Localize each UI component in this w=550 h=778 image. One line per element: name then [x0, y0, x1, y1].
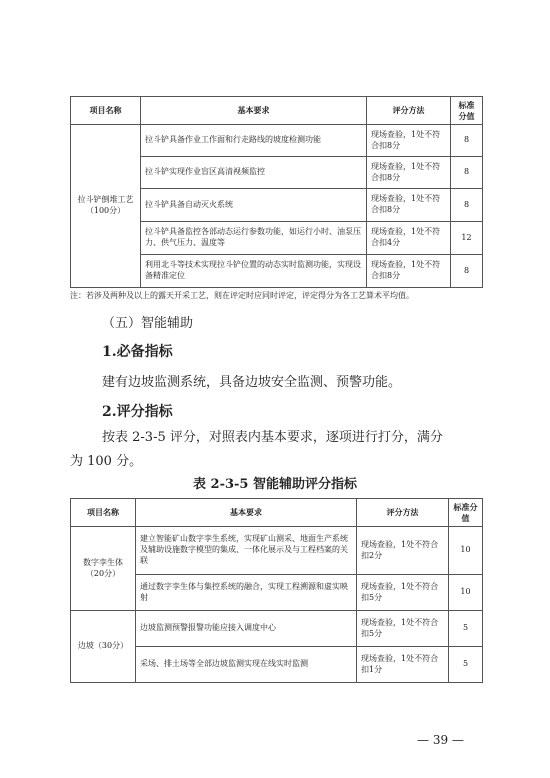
- method-cell: 现场查验，1处不符合扣4分: [367, 222, 451, 255]
- table-row: [71, 527, 483, 575]
- group-name: 数字孪生体（20分）: [71, 527, 136, 611]
- method-cell: 现场查验，1处不符合扣8分: [367, 189, 451, 222]
- method-cell: 现场查验，1处不符合扣5分: [357, 575, 449, 611]
- page-number: — 39 —: [417, 733, 464, 747]
- score-cell: 8: [451, 125, 483, 157]
- requirement-cell: 采场、排土场等全部边坡监测实现在线实时监测: [136, 647, 357, 683]
- scoring-text-line1: 按表 2-3-5 评分，对照表内基本要求，逐项进行打分，满分: [102, 430, 443, 445]
- header-score: 标准分值: [451, 97, 483, 125]
- table-lashovel: [70, 96, 483, 288]
- group-name: 拉斗铲倒堆工艺（100分）: [71, 125, 141, 288]
- table2-title: 表 2-3-5 智能辅助评分指标: [193, 477, 357, 492]
- table-header-row: [71, 97, 483, 125]
- table-header-row: [71, 499, 483, 527]
- score-cell: 8: [451, 157, 483, 189]
- header-method: 评分方法: [357, 499, 449, 527]
- header-method: 评分方法: [367, 97, 451, 125]
- scoring-text-line2: 为 100 分。: [70, 454, 143, 469]
- header-item-name: 项目名称: [71, 97, 141, 125]
- requirement-cell: 建立智能矿山数字孪生系统，实现矿山测采、地面生产系统及辅助设施数字模型的集成、一体化展示及与工程档案的关联: [136, 527, 357, 575]
- table-row: [71, 125, 483, 157]
- requirement-cell: 拉斗铲实现作业盲区高清视频监控: [141, 157, 367, 189]
- score-cell: 10: [449, 527, 483, 575]
- method-cell: 现场查验，1处不符合扣5分: [357, 611, 449, 647]
- subsection-heading-scoring: 2.评分指标: [102, 404, 173, 420]
- table-note: 注：若涉及两种及以上的露天开采工艺，则在评定时应同时评定，评定得分为各工艺算术平均值。: [70, 291, 414, 300]
- score-cell: 5: [449, 611, 483, 647]
- header-requirement: 基本要求: [141, 97, 367, 125]
- requirement-cell: 拉斗铲具备作业工作面和行走路线的坡度检测功能: [141, 125, 367, 157]
- score-cell: 5: [449, 647, 483, 683]
- requirement-cell: 利用北斗等技术实现拉斗铲位置的动态实时监测功能，实现设备精准定位: [141, 255, 367, 288]
- score-cell: 8: [451, 255, 483, 288]
- table-smart-assist: [70, 498, 483, 683]
- method-cell: 现场查验，1处不符合扣8分: [367, 255, 451, 288]
- section-heading: （五）智能辅助: [102, 316, 194, 331]
- method-cell: 现场查验，1处不符合扣8分: [367, 157, 451, 189]
- score-cell: 10: [449, 575, 483, 611]
- header-item-name: 项目名称: [71, 499, 136, 527]
- table-row: [71, 611, 483, 647]
- method-cell: 现场查验，1处不符合扣1分: [357, 647, 449, 683]
- score-cell: 8: [451, 189, 483, 222]
- requirement-cell: 拉斗铲具备自动灭火系统: [141, 189, 367, 222]
- requirement-cell: 通过数字孪生体与集控系统的融合，实现工程溯源和虚实映射: [136, 575, 357, 611]
- header-requirement: 基本要求: [136, 499, 357, 527]
- header-score: 标准分值: [449, 499, 483, 527]
- required-indicator-text: 建有边坡监测系统，具备边坡安全监测、预警功能。: [102, 375, 402, 390]
- requirement-cell: 拉斗铲具备监控各部动态运行参数功能，如运行小时、油泵压力、供气压力、温度等: [141, 222, 367, 255]
- score-cell: 12: [451, 222, 483, 255]
- subsection-heading-required: 1.必备指标: [102, 344, 173, 360]
- requirement-cell: 边坡监测预警报警功能应接入调度中心: [136, 611, 357, 647]
- method-cell: 现场查验，1处不符合扣2分: [357, 527, 449, 575]
- method-cell: 现场查验，1处不符合扣8分: [367, 125, 451, 157]
- group-name: 边坡（30分）: [71, 611, 136, 683]
